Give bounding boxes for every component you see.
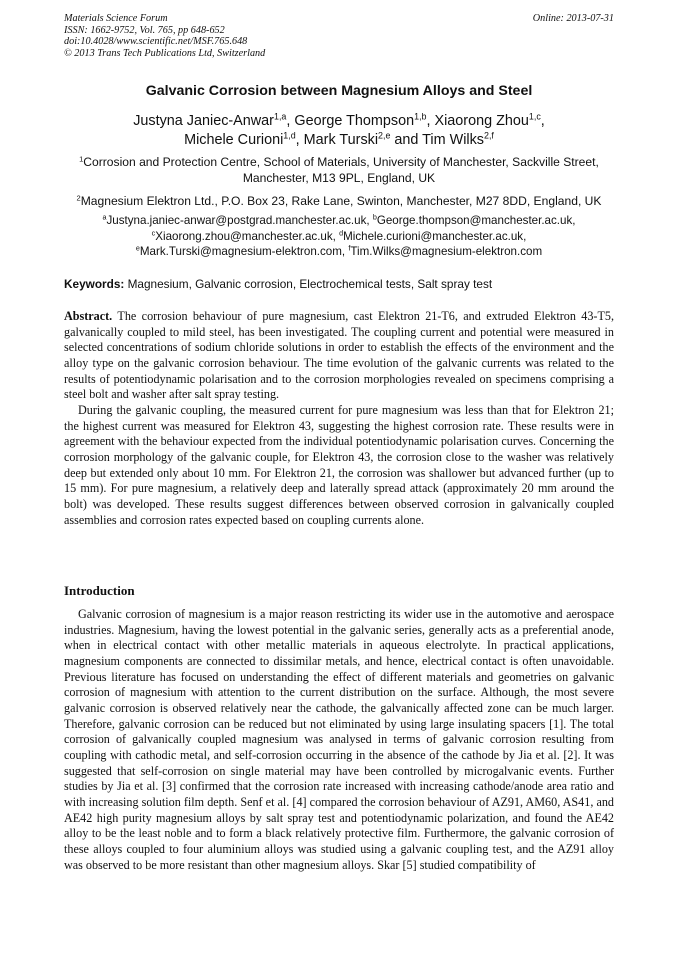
author-name: Michele Curioni: [184, 132, 284, 148]
email-link[interactable]: Michele.curioni@manchester.ac.uk: [343, 229, 524, 243]
email-link[interactable]: Mark.Turski@magnesium-elektron.com: [139, 245, 342, 258]
author-list: Justyna Janiec-Anwar$^{1,a}$, George Thompson$^{1,b}$, Xiaorong Zhou$^{1,c}$, Michele Curioni$^{1,d}$, Mark Turski$^{2,e}$ and Tim Wilks$^{2,f}$: [133, 111, 545, 148]
paper-title: Galvanic Corrosion between Magnesium Alloys and Steel: [145, 83, 533, 99]
author-sup: 1,d: [283, 130, 296, 141]
journal-header: [64, 13, 265, 59]
email-sup: f: [348, 243, 351, 253]
affiliation-text: Magnesium Elektron Ltd., P.O. Box 23, Rake Lane, Swinton, Manchester, M27 8DD, England, UK: [80, 194, 602, 208]
issn-line: ISSN: 1662-9752, Vol. 765, pp 648-652: [64, 24, 225, 36]
online-date: Online: 2013-07-31: [532, 13, 614, 24]
author-sup: 2,f: [483, 130, 494, 141]
keywords-text: Magnesium, Galvanic corrosion, Electrochemical tests, Salt spray test: [127, 277, 493, 291]
email-sup: a: [102, 212, 107, 222]
abstract-paragraph: During the galvanic coupling, the measured current for pure magnesium was less than that for Elektron 21; the highest current was measured for Elektron 43, suggesting the highest corrosion rate. These results were in agreement with the behaviour expected from the individual potentiodynamic polarisation curves. Concerning the corrosion morphology of the galvanic couple, for Elektron 43, the corrosion close to the washer was relatively deep but extended only about 10 mm. For Elektron 21, the corrosion was shallower but advanced further (up to 15 mm). For pure magnesium, a relatively deep and laterally spread attack (approximately 20 mm around the bolt) was developed. These results suggest differences between observed corrosion in galvanically coupled assemblies and corrosion rates expected based on coupling currents alone.: [64, 402, 614, 527]
author-name: Mark Turski: [303, 132, 379, 148]
keywords-label: Keywords:: [64, 277, 125, 291]
author-sup: 1,a: [273, 111, 287, 122]
journal-name: Materials Science Forum: [64, 13, 168, 24]
copyright-line: © 2013 Trans Tech Publications Ltd, Switzerland: [64, 47, 266, 59]
doi-line: doi:10.4028/www.scientific.net/MSF.765.648: [64, 36, 248, 48]
affiliation-2: [56, 193, 622, 209]
author-sup: 2,e: [378, 130, 391, 141]
abstract: [64, 309, 614, 528]
author-sup: 1,c: [528, 111, 541, 122]
introduction-paragraph: Galvanic corrosion of magnesium is a major reason restricting its wider use in the automotive and aerospace industries. Magnesium, having the lowest potential in the galvanic series, generally acts as a preferential anode, when in electrical contact with other metallic materials in aqueous electrolyte. In practical applications, magnesium components are connected to dissimilar metals, and hence, electrical contact is often unavoidable. Previous literature has focused on understanding the effect of different materials and geometries on galvanic corrosion of magnesium with attention to the current distribution on the surface. Although, the most severe galvanic corrosion is observed relatively near the cathode, the galvanically affected zone can be much larger. Therefore, galvanic corrosion can be reduced but not eliminated by using large insulating spacers [1]. The total corrosion of galvanically coupled magnesium was analysed in terms of galvanic corrosion resulting from coupling with cathodic metal, and self-corrosion occurring in the absence of the cathode by Jia et al. [2]. It was suggested that self-corrosion on single material may have been controlled by microgalvanic events. Further studies by Jia et al. [3] confirmed that the corrosion rate increased with increasing cathode/anode area ratio and with increasing solution film depth. Senf et al. [4] compared the corrosion behaviour of AZ91, AM60, AS41, and AE42 high purity magnesium alloys by salt spray test and potentiodynamic polarization, and found the AE42 alloy to be the least noble and to form a black relatively protective film. Furthermore, the galvanic corrosion of these alloys coupled to four aluminium alloys was studied using a galvanic coupling test, and the AZ91 alloy was observed to be more resistant than other magnesium alloys. Skar [5] studied compatibility of: [64, 607, 614, 872]
author-name: Tim Wilks: [422, 132, 484, 148]
author-name: Xiaorong Zhou: [434, 113, 529, 129]
email-sup: e: [135, 243, 140, 253]
affiliation-text: Corrosion and Protection Centre, School of Materials, University of Manchester, Sackville Street, Manchester, M13 9PL, England, UK: [83, 155, 599, 185]
affiliation-1: [56, 154, 622, 186]
email-sup: b: [372, 212, 377, 222]
affiliation-sup: 1: [79, 154, 84, 164]
author-sup: 1,b: [414, 111, 427, 122]
section-heading: Introduction: [64, 583, 135, 598]
keywords: [64, 277, 614, 291]
email-sup: c: [151, 228, 156, 238]
author-name: Justyna Janiec-Anwar: [133, 113, 274, 129]
author-name: George Thompson: [294, 113, 415, 129]
email-link[interactable]: George.thompson@manchester.ac.uk: [376, 214, 573, 227]
email-list: $^a$Justyna.janiec-anwar@postgrad.manchester.ac.uk, $^b$George.thompson@manchester.ac.uk, $^c$Xiaorong.zhou@manchester.ac.uk, $^d$Michele.curioni@manchester.ac.uk, $^e$Mark.Turski@magnesium-elektron.com, $^f$Tim.Wilks@magnesium-elektron.com: [102, 212, 576, 258]
abstract-label: Abstract.: [64, 309, 113, 323]
email-link[interactable]: Justyna.janiec-anwar@postgrad.manchester.ac.uk: [106, 214, 367, 227]
email-sup: d: [339, 228, 344, 238]
abstract-paragraph: [64, 309, 614, 403]
affiliation-sup: 2: [76, 193, 81, 203]
email-link[interactable]: Tim.Wilks@magnesium-elektron.com: [350, 245, 543, 258]
email-link[interactable]: Xiaorong.zhou@manchester.ac.uk: [155, 229, 333, 243]
abstract-text: The corrosion behaviour of pure magnesium, cast Elektron 21-T6, and extruded Elektron 43-T5, galvanically coupled to mild steel, has been investigated. The coupling current and potential were measured in selected concentrations of sodium chloride solutions in order to establish the effects of the environment and the alloy type on the galvanic corrosion behaviour. The time evolution of the galvanic currents was related to the results of potentiodynamic polarisation and to the corrosion morphologies revealed on specimens comprising a steel bolt and washer after salt spray testing.: [64, 309, 614, 402]
